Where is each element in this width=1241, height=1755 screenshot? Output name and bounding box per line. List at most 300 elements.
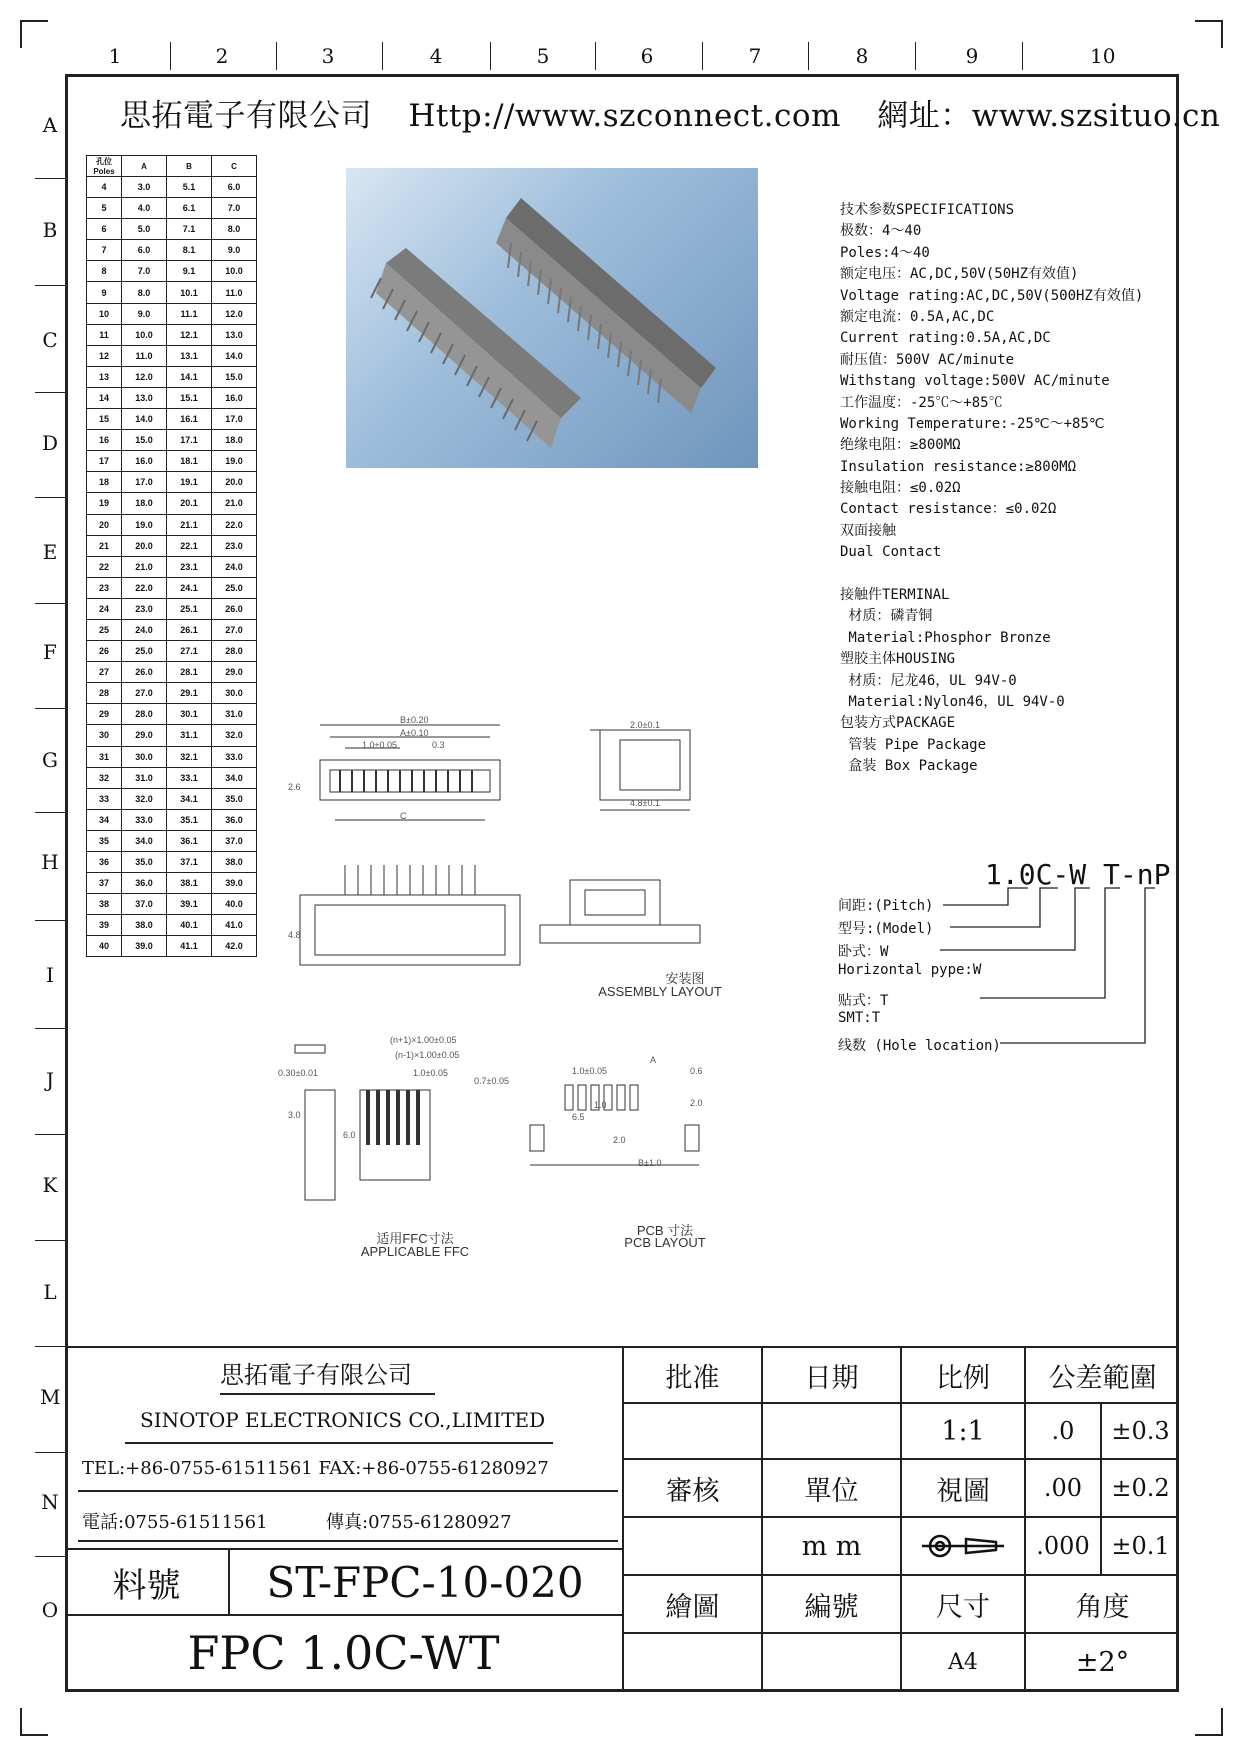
spec-line: 绝缘电阻：≥800MΩ [840, 437, 961, 454]
spec-line: 材质：磷青铜 [840, 608, 933, 625]
table-cell: 28 [87, 683, 122, 704]
dim-pcb-pitch: 1.0±0.05 [572, 1066, 607, 1076]
spec-line: Contact resistance：≤0.02Ω [840, 501, 1057, 518]
table-cell: 14.0 [122, 409, 167, 430]
table-cell: 40.1 [167, 915, 212, 936]
table-cell: 30.0 [122, 746, 167, 767]
view-label: 視圖 [936, 1475, 990, 1507]
part-no-label: 料號 [112, 1565, 181, 1606]
tolerance-label: 公差範圍 [1048, 1362, 1157, 1394]
row-letter: F [43, 640, 57, 664]
table-cell: 37.0 [212, 830, 257, 851]
table-row [87, 809, 257, 830]
table-cell: 29 [87, 704, 122, 725]
table-cell: 34.0 [122, 830, 167, 851]
column-number: 2 [215, 44, 229, 68]
table-cell: 14 [87, 387, 122, 408]
table-cell: 7.0 [212, 198, 257, 219]
table-cell: 13.1 [167, 345, 212, 366]
table-cell: 36.0 [122, 873, 167, 894]
pcb-caption-cn: PCB 寸法 [636, 1223, 694, 1238]
row-letter: B [42, 218, 58, 242]
table-cell: 19 [87, 493, 122, 514]
dim-ffc-thickness: 0.30±0.01 [278, 1068, 318, 1078]
spec-line: Poles:4～40 [840, 244, 930, 261]
row-letter: E [42, 540, 58, 564]
unit-label: 單位 [804, 1475, 859, 1507]
table-cell: 12.0 [212, 303, 257, 324]
connector-illustration [346, 168, 758, 468]
scale-value: 1:1 [941, 1415, 985, 1447]
table-cell: 11.0 [212, 282, 257, 303]
spec-line: 耐压值：500V AC/minute [840, 351, 1015, 368]
table-cell: 6.0 [212, 177, 257, 198]
spec-line: 接触件TERMINAL [840, 587, 950, 604]
table-row [87, 767, 257, 788]
table-row [87, 662, 257, 683]
table-cell: 41.0 [212, 915, 257, 936]
table-row [87, 303, 257, 324]
column-number: 3 [321, 44, 335, 68]
crop-mark-top-left [20, 20, 48, 48]
number-label: 編號 [804, 1591, 859, 1623]
assembly-caption-cn: 安装图 [665, 971, 705, 986]
table-cell: 7 [87, 240, 122, 261]
table-cell: 29.0 [212, 662, 257, 683]
table-cell: 5 [87, 198, 122, 219]
table-row [87, 409, 257, 430]
spec-line: 额定电压：AC,DC,50V(50HZ有效值) [840, 266, 1079, 283]
dim-pcb-20b: 2.0 [690, 1098, 703, 1108]
table-cell: 13.0 [122, 387, 167, 408]
table-cell: 23.0 [212, 535, 257, 556]
table-cell: 24.0 [122, 619, 167, 640]
table-row [87, 725, 257, 746]
spec-line: Dual Contact [840, 544, 942, 561]
table-cell: 24.0 [212, 556, 257, 577]
table-cell: 23.1 [167, 556, 212, 577]
dim-ffc-pitch: 1.0±0.05 [413, 1068, 448, 1078]
angle-label: 角度 [1075, 1591, 1130, 1623]
table-cell: 16.0 [122, 451, 167, 472]
table-cell: 39 [87, 915, 122, 936]
table-cell: 28.0 [212, 641, 257, 662]
table-cell: 4 [87, 177, 122, 198]
table-cell: 38.0 [122, 915, 167, 936]
table-row [87, 282, 257, 303]
table-cell: 19.0 [212, 451, 257, 472]
table-cell: 21.0 [122, 556, 167, 577]
column-number: 7 [748, 44, 762, 68]
table-cell: 36 [87, 852, 122, 873]
table-cell: 27.0 [212, 619, 257, 640]
table-cell: 36.1 [167, 830, 212, 851]
table-cell: 6.1 [167, 198, 212, 219]
table-row [87, 598, 257, 619]
table-row [87, 915, 257, 936]
table-cell: 15 [87, 409, 122, 430]
dim-pcb-10: 1.0 [594, 1100, 607, 1110]
table-row [87, 493, 257, 514]
spec-line: Material:Nylon46，UL 94V-0 [840, 693, 1065, 710]
table-cell: 20.1 [167, 493, 212, 514]
table-cell: 8.1 [167, 240, 212, 261]
review-label: 審核 [665, 1475, 720, 1507]
table-row [87, 324, 257, 345]
column-divider [276, 42, 277, 70]
table-cell: 22.1 [167, 535, 212, 556]
row-letter: O [41, 1598, 59, 1622]
row-letter: I [46, 963, 54, 987]
header-company: 思拓電子有限公司 [120, 98, 372, 134]
table-cell: 39.0 [212, 873, 257, 894]
table-cell: 37 [87, 873, 122, 894]
table-cell: 10.0 [212, 261, 257, 282]
table-cell: 24.1 [167, 577, 212, 598]
row-letter: A [42, 113, 58, 137]
table-row [87, 788, 257, 809]
row-divider [35, 603, 65, 604]
spec-line: 工作温度：-25℃～+85℃ [840, 394, 1003, 411]
tol-3-key: .000 [1036, 1532, 1090, 1560]
table-cell: 11.1 [167, 303, 212, 324]
table-row [87, 198, 257, 219]
dim-side-top: 2.0±0.1 [630, 720, 660, 730]
part-code-pattern: 1.0C-W T-nP [985, 858, 1171, 891]
poles-dimension-table [86, 155, 257, 957]
table-row [87, 345, 257, 366]
table-row [87, 366, 257, 387]
specifications-list [840, 200, 1143, 778]
header-line [120, 90, 1241, 135]
table-cell: 26.1 [167, 619, 212, 640]
table-cell: 31.1 [167, 725, 212, 746]
table-cell: 28.1 [167, 662, 212, 683]
column-divider [1022, 42, 1023, 70]
table-cell: 31.0 [212, 704, 257, 725]
dim-26: 2.6 [288, 782, 301, 792]
size-label: 尺寸 [936, 1591, 990, 1623]
table-cell: 35.0 [212, 788, 257, 809]
table-cell: 22 [87, 556, 122, 577]
model-label: 型号:(Model) [838, 921, 934, 937]
table-cell: 12.0 [122, 366, 167, 387]
row-divider [35, 1556, 65, 1557]
spec-line: 极数：4～40 [840, 223, 922, 240]
table-cell: 32.0 [122, 788, 167, 809]
row-divider [35, 392, 65, 393]
size-value: A4 [948, 1649, 978, 1675]
table-cell: 9 [87, 282, 122, 303]
column-divider [595, 42, 596, 70]
row-letter: L [43, 1280, 57, 1304]
table-cell: 5.0 [122, 219, 167, 240]
dim-ffc-07: 0.7±0.05 [474, 1076, 509, 1086]
table-row [87, 704, 257, 725]
table-cell: 21 [87, 535, 122, 556]
table-row [87, 683, 257, 704]
table-header: B [167, 156, 212, 177]
title-phone-cn: 電話:0755-61511561 [82, 1512, 268, 1533]
row-letter: H [41, 850, 59, 874]
table-cell: 32.1 [167, 746, 212, 767]
part-code-leader-lines [940, 880, 1170, 1055]
row-divider [35, 1346, 65, 1347]
pcb-caption-en: PCB LAYOUT [624, 1235, 706, 1250]
spec-line: Current rating:0.5A,AC,DC [840, 330, 1051, 347]
row-letter: G [42, 748, 58, 772]
row-divider [35, 920, 65, 921]
spec-line: 材质：尼龙46，UL 94V-0 [840, 672, 1017, 689]
drawn-label: 繪圖 [665, 1591, 720, 1623]
table-cell: 8.0 [122, 282, 167, 303]
spec-line [840, 564, 1143, 585]
table-cell: 26.0 [122, 662, 167, 683]
dim-ffc-n-minus: (n-1)×1.00±0.05 [395, 1050, 460, 1060]
table-cell: 10 [87, 303, 122, 324]
dim-c: C [400, 811, 407, 821]
dim-pitch: 1.0±0.05 [362, 740, 397, 750]
table-cell: 38 [87, 894, 122, 915]
table-cell: 9.0 [122, 303, 167, 324]
smt-cn-label: 贴式：T [838, 993, 889, 1009]
table-cell: 33.0 [122, 809, 167, 830]
table-row [87, 451, 257, 472]
table-cell: 12.1 [167, 324, 212, 345]
ffc-caption-en: APPLICABLE FFC [360, 1244, 470, 1259]
assembly-caption-en: ASSEMBLY LAYOUT [598, 984, 722, 999]
table-cell: 25.0 [122, 641, 167, 662]
type-en-label: Horizontal pype:W [838, 962, 982, 978]
column-number: 8 [855, 44, 869, 68]
projection-icon [902, 1518, 1024, 1574]
dim-pcb-b: B±1.0 [638, 1158, 662, 1168]
table-row [87, 641, 257, 662]
table-cell: 30.0 [212, 683, 257, 704]
table-cell: 7.0 [122, 261, 167, 282]
row-letter: M [40, 1385, 61, 1409]
header-url: Http://www.szconnect.com [408, 98, 841, 134]
table-cell: 40 [87, 936, 122, 957]
column-divider [170, 42, 171, 70]
table-cell: 20.0 [122, 535, 167, 556]
smt-en-label: SMT:T [838, 1010, 881, 1026]
spec-line: 塑胶主体HOUSING [840, 651, 956, 668]
table-row [87, 936, 257, 957]
table-cell: 19.1 [167, 472, 212, 493]
table-row [87, 619, 257, 640]
tol-3-value: ±0.1 [1111, 1532, 1170, 1560]
dim-a: A±0.10 [400, 728, 429, 738]
table-cell: 15.0 [212, 366, 257, 387]
table-row [87, 387, 257, 408]
table-row [87, 830, 257, 851]
dim-pcb-a: A [650, 1055, 657, 1065]
table-cell: 37.1 [167, 852, 212, 873]
dim-b: B±0.20 [400, 715, 429, 725]
table-cell: 18.0 [212, 430, 257, 451]
table-cell: 21.0 [212, 493, 257, 514]
table-header: A [122, 156, 167, 177]
table-cell: 18.1 [167, 451, 212, 472]
table-cell: 24 [87, 598, 122, 619]
table-cell: 9.1 [167, 261, 212, 282]
row-letter: J [45, 1068, 55, 1092]
table-header: 孔位 Poles [87, 156, 122, 177]
table-cell: 31 [87, 746, 122, 767]
table-cell: 35 [87, 830, 122, 851]
table-cell: 25.1 [167, 598, 212, 619]
table-cell: 10.0 [122, 324, 167, 345]
table-cell: 32 [87, 767, 122, 788]
table-row [87, 261, 257, 282]
table-cell: 35.1 [167, 809, 212, 830]
table-cell: 23 [87, 577, 122, 598]
row-letter: D [41, 431, 59, 455]
dim-side-bottom: 4.8±0.1 [630, 798, 660, 808]
table-cell: 18.0 [122, 493, 167, 514]
tol-2-key: .00 [1043, 1474, 1083, 1502]
table-cell: 26 [87, 641, 122, 662]
column-divider [702, 42, 703, 70]
table-cell: 34.0 [212, 767, 257, 788]
table-cell: 22.0 [212, 514, 257, 535]
dim-03: 0.3 [432, 740, 445, 750]
table-row [87, 472, 257, 493]
table-cell: 16.0 [212, 387, 257, 408]
row-letter: N [41, 1490, 59, 1514]
table-cell: 8 [87, 261, 122, 282]
table-cell: 39.0 [122, 936, 167, 957]
table-cell: 14.0 [212, 345, 257, 366]
table-cell: 31.0 [122, 767, 167, 788]
table-row [87, 556, 257, 577]
column-number: 6 [640, 44, 654, 68]
crop-mark-bottom-right [1195, 1708, 1223, 1736]
title-company-cn: 思拓電子有限公司 [220, 1361, 412, 1389]
spec-line: 技术参数SPECIFICATIONS [840, 202, 1015, 218]
product-photo [346, 168, 758, 468]
row-divider [35, 812, 65, 813]
table-row [87, 535, 257, 556]
table-cell: 38.0 [212, 852, 257, 873]
table-cell: 26.0 [212, 598, 257, 619]
table-cell: 28.0 [122, 704, 167, 725]
type-cn-label: 卧式：W [838, 944, 889, 960]
lines-label: 线数 (Hole location) [838, 1038, 1001, 1054]
table-cell: 17 [87, 451, 122, 472]
table-cell: 9.0 [212, 240, 257, 261]
dim-pcb-65: 6.5 [572, 1112, 585, 1122]
dim-ffc-n-plus: (n+1)×1.00±0.05 [390, 1035, 457, 1045]
row-letter: C [42, 328, 58, 352]
column-divider [382, 42, 383, 70]
title-company-en: SINOTOP ELECTRONICS CO.,LIMITED [140, 1408, 546, 1432]
spec-line: Withstang voltage:500V AC/minute [840, 373, 1110, 390]
pitch-label: 间距:(Pitch) [838, 898, 934, 914]
table-cell: 17.1 [167, 430, 212, 451]
row-divider [35, 497, 65, 498]
row-divider [35, 708, 65, 709]
row-divider [35, 178, 65, 179]
table-row [87, 577, 257, 598]
table-cell: 30.1 [167, 704, 212, 725]
table-cell: 41.1 [167, 936, 212, 957]
table-cell: 20.0 [212, 472, 257, 493]
title-fax-cn: 傳真:0755-61280927 [326, 1512, 512, 1533]
dim-front-height: 4.8 [288, 930, 301, 940]
table-cell: 25.0 [212, 577, 257, 598]
row-letter: K [42, 1173, 58, 1197]
table-cell: 4.0 [122, 198, 167, 219]
tol-2-value: ±0.2 [1111, 1474, 1170, 1502]
table-cell: 12 [87, 345, 122, 366]
table-cell: 36.0 [212, 809, 257, 830]
table-row [87, 852, 257, 873]
dim-pcb-20: 2.0 [613, 1135, 626, 1145]
table-cell: 27.0 [122, 683, 167, 704]
row-divider [35, 1240, 65, 1241]
table-cell: 16 [87, 430, 122, 451]
table-cell: 34 [87, 809, 122, 830]
row-divider [35, 1028, 65, 1029]
spec-line: 包装方式PACKAGE [840, 715, 956, 732]
spec-line: Voltage rating:AC,DC,50V(500HZ有效值) [840, 287, 1144, 304]
table-cell: 11.0 [122, 345, 167, 366]
part-no-value: ST-FPC-10-020 [266, 1557, 584, 1607]
product-name: FPC 1.0C-WT [187, 1626, 500, 1680]
column-divider [915, 42, 916, 70]
table-cell: 15.1 [167, 387, 212, 408]
column-number: 10 [1090, 44, 1116, 68]
date-label: 日期 [804, 1362, 859, 1394]
table-cell: 17.0 [212, 409, 257, 430]
table-cell: 29.1 [167, 683, 212, 704]
spec-line: 额定电流：0.5A,AC,DC [840, 308, 995, 325]
table-cell: 5.1 [167, 177, 212, 198]
dim-pcb-06: 0.6 [690, 1066, 703, 1076]
table-cell: 23.0 [122, 598, 167, 619]
table-cell: 27 [87, 662, 122, 683]
table-cell: 6 [87, 219, 122, 240]
crop-mark-top-right [1195, 20, 1223, 48]
table-cell: 11 [87, 324, 122, 345]
table-cell: 40.0 [212, 894, 257, 915]
table-cell: 18 [87, 472, 122, 493]
spec-line: 管装 Pipe Package [840, 736, 987, 753]
table-cell: 27.1 [167, 641, 212, 662]
tol-1-value: ±0.3 [1111, 1417, 1170, 1445]
spec-line: Material:Phosphor Bronze [840, 629, 1051, 646]
table-row [87, 746, 257, 767]
table-row [87, 219, 257, 240]
title-tel-fax: TEL:+86-0755-61511561 FAX:+86-0755-61280927 [82, 1458, 549, 1479]
table-cell: 3.0 [122, 177, 167, 198]
table-cell: 19.0 [122, 514, 167, 535]
tol-1-key: .0 [1051, 1417, 1075, 1445]
table-row [87, 177, 257, 198]
table-row [87, 514, 257, 535]
row-divider [35, 285, 65, 286]
table-cell: 13 [87, 366, 122, 387]
spec-line: Insulation resistance:≥800MΩ [840, 458, 1077, 475]
table-cell: 10.1 [167, 282, 212, 303]
table-cell: 33 [87, 788, 122, 809]
table-cell: 8.0 [212, 219, 257, 240]
first-angle-projection-icon [918, 1531, 1008, 1561]
table-cell: 20 [87, 514, 122, 535]
table-cell: 33.1 [167, 767, 212, 788]
